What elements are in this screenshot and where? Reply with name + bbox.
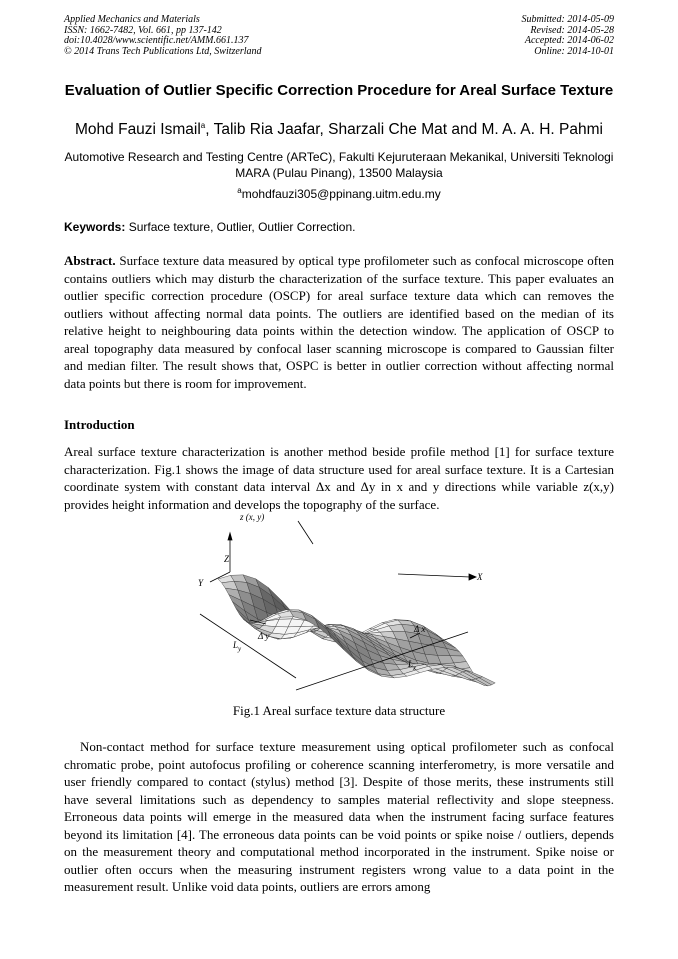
affiliation: Automotive Research and Testing Centre (ARTeC), Fakulti Kejuruteraan Mekanikal, Universiti Teknologi MARA (Pulau Pinang), 13500 Malaysia <box>64 150 614 180</box>
journal-name: Applied Mechanics and Materials <box>64 14 200 25</box>
online-date: Online: 2014-10-01 <box>534 45 614 57</box>
first-author: Mohd Fauzi Ismail <box>75 121 201 139</box>
figure-caption: Fig.1 Areal surface texture data structure <box>232 703 446 718</box>
introduction-paragraph-1: Areal surface texture characterization is another method beside profile method [1] for surface texture characterization. Fig.1 shows the image of data structure used for areal surface texture. It is a Cartesian coordinate system with constant data interval Δx and Δy in x and y directions while variable z(x,y) provides height information and develops the topography of the surface. <box>64 444 614 512</box>
issn-line: ISSN: 1662-7482, Vol. 661, pp 137-142 <box>64 24 222 36</box>
figure-label-y-axis: Y <box>198 578 204 588</box>
email-address: mohdfauzi305@ppinang.uitm.edu.my <box>241 187 441 201</box>
revised-date: Revised: 2014-05-28 <box>530 24 614 36</box>
first-author-superscript: a <box>200 121 206 130</box>
accepted-date: Accepted: 2014-06-02 <box>524 35 614 47</box>
figure-label-zxy: z (x, y) <box>240 512 265 522</box>
author-list <box>58 121 620 139</box>
figure-areal-surface <box>188 512 498 697</box>
keywords-text: Surface texture, Outlier, Outlier Correction. <box>125 220 356 234</box>
abstract-label: Abstract. <box>64 253 116 268</box>
figure-label-x-axis: X <box>477 572 483 582</box>
journal-header-left <box>64 15 262 57</box>
x-axis-line <box>398 574 470 577</box>
journal-header-right <box>522 15 615 57</box>
figure-label-z-axis: Z <box>224 554 230 564</box>
section-heading-introduction: Introduction <box>64 417 135 432</box>
doi-line: doi:10.4028/www.scientific.net/AMM.661.137 <box>64 35 249 47</box>
figure-label-ly: $L_y$ <box>233 640 242 653</box>
abstract <box>64 252 614 392</box>
figure-label-delta-x: Δ x <box>414 624 426 634</box>
keywords <box>64 220 355 234</box>
surface-mesh-illustration <box>188 512 498 697</box>
keywords-label: Keywords: <box>64 220 126 234</box>
paper-title: Evaluation of Outlier Specific Correction Procedure for Areal Surface Texture <box>64 82 614 99</box>
copyright-line: © 2014 Trans Tech Publications Ltd, Switzerland <box>64 45 262 57</box>
height-pointer-line <box>298 521 313 544</box>
x-axis-arrow <box>469 574 476 580</box>
figure-label-lx: $L_x$ <box>408 659 417 672</box>
introduction-paragraph-2: Non-contact method for surface texture measurement using optical profilometer such as confocal chromatic probe, point autofocus profiling or coherence scanning interferometry, is more versatile and user friendly compared to contact (stylus) method [3]. Despite of those merits, these instruments still have several limitations such as dependency to samples material reflectivity and slope steepness. Erroneous data points will emerge in the measured data when the instrument facing surface features beyond its limitation [4]. The erroneous data points can be void points or spike noise / outliers, depends on the measurement theory and computational method incorporated in the instrument. Spike noise or outlier often occurs when the measuring instrument registers wrong value to a data point in the measurement result. Unlike void data points, outliers are errors among <box>64 739 614 894</box>
email-superscript: a <box>237 186 242 195</box>
other-authors: , Talib Ria Jaafar, Sharzali Che Mat and M. A. A. H. Pahmi <box>205 121 603 139</box>
author-email <box>64 186 614 201</box>
abstract-text: Surface texture data measured by optical type profilometer such as confocal microscope often contains outliers which may disturb the characterization of the surface texture. This paper evaluates an outlier specific correction procedure (OSCP) for areal surface texture data which can removes the outliers without affecting normal data points. The outliers are identified based on the median of its relative height to neighbouring data points within the detection window. The application of OSCP to areal topography data measured by confocal laser scanning microscope is compared to Gaussian filter and median filter. The result shows that, OSPC is better in outlier correction without affecting normal data points but there is room for improvement. <box>64 253 614 391</box>
submitted-date: Submitted: 2014-05-09 <box>521 14 614 25</box>
z-axis-arrow <box>228 533 232 540</box>
figure-label-delta-y: Δ y <box>258 631 270 641</box>
